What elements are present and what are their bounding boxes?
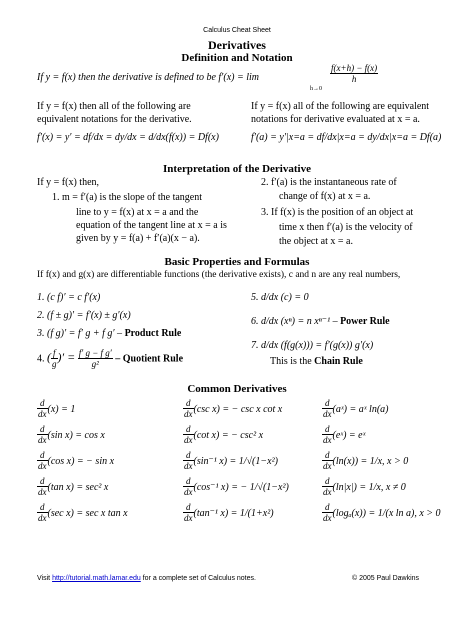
interpretation-item1-line4: given by y = f(a) + f′(a)(x − a). [76, 233, 200, 244]
document-header: Calculus Cheat Sheet [203, 27, 271, 34]
common-derivative: $\frac{d}{dx}$ (tan⁻¹ x) = 1/(1+x²) [184, 502, 274, 523]
notation-left-equation: f′(x) = y′ = df/dx = dy/dx = d/dx(f(x)) = Df(x) [37, 132, 219, 143]
interpretation-item1-line2: line to y = f(x) at x = a and the [76, 207, 199, 218]
notation-right-line1: If y = f(x) all of the following are equivalent [251, 101, 430, 112]
common-derivative: $\frac{d}{dx}$ (ln|x|) = 1/x, x ≠ 0 [323, 476, 406, 497]
property-5: 5. d/dx (c) = 0 [251, 292, 309, 303]
property-4-number: 4. [37, 353, 45, 365]
footer-link[interactable]: http://tutorial.math.lamar.edu [52, 575, 141, 582]
power-rule-label: Power Rule [340, 316, 390, 327]
interpretation-intro: If y = f(x) then, [37, 177, 100, 188]
quotient-numerator: f′ g − f g′ [78, 348, 112, 359]
interpretation-item3-line1: 3. If f(x) is the position of an object at [261, 207, 414, 218]
common-col3 [322, 398, 441, 528]
definition-numerator: f(x+h) − f(x) [331, 63, 378, 73]
property-6-formula: 6. d/dx (xⁿ) = n xⁿ⁻¹ – [251, 316, 338, 327]
notation-left-line1: If y = f(x) then all of the following are [37, 101, 191, 112]
property-6 [251, 316, 390, 327]
quotient-rule-label: – Quotient Rule [115, 353, 184, 365]
common-derivative: $\frac{d}{dx}$ (csc x) = − csc x cot x [184, 398, 283, 419]
common-derivative: $\frac{d}{dx}$ (sin x) = cos x [38, 424, 105, 445]
definition-fraction [330, 63, 378, 84]
copyright: © 2005 Paul Dawkins [352, 575, 420, 582]
common-col1 [37, 398, 128, 528]
chain-rule-prefix: This is the [270, 356, 312, 367]
property-3-formula: 3. (f g)′ = f′ g + f g′ – [37, 328, 123, 339]
interpretation-item1-line1: 1. m = f′(a) is the slope of the tangent [52, 192, 203, 203]
notation-right-equation: f′(a) = y′|x=a = df/dx|x=a = dy/dx|x=a = Df(a) [251, 132, 442, 143]
interpretation-item1-line3: equation of the tangent line at x = a is [76, 220, 227, 231]
common-derivative: $\frac{d}{dx}$ (eˣ) = eˣ [323, 424, 366, 445]
definition-denominator: h [351, 74, 357, 84]
footer-rest: for a complete set of Calculus notes. [142, 575, 256, 582]
chain-rule-label: Chain Rule [314, 356, 363, 367]
common-derivative: $\frac{d}{dx}$ (cos x) = − sin x [38, 450, 115, 471]
section-title-definition: Definition and Notation [181, 52, 293, 64]
notation-left-line2: equivalent notations for the derivative. [37, 114, 192, 125]
common-derivative: $\frac{d}{dx}$ (sin⁻¹ x) = 1/√(1−x²) [184, 450, 278, 471]
common-derivative: $\frac{d}{dx}$ (sec x) = sec x tan x [38, 502, 128, 523]
notation-right-line2: notations for derivative evaluated at x = a. [251, 114, 420, 125]
basic-intro: If f(x) and g(x) are differentiable functions (the derivative exists), c and n are any real numbers, [37, 270, 401, 280]
section-title-basic: Basic Properties and Formulas [164, 256, 310, 268]
interpretation-item3-line3: the object at x = a. [279, 236, 353, 247]
chain-rule-note [270, 356, 363, 367]
footer-visit: Visit [37, 575, 51, 582]
common-derivative: $\frac{d}{dx}$ (aˣ) = aˣ ln(a) [323, 398, 389, 419]
interpretation-item2-line2: change of f(x) at x = a. [279, 191, 371, 202]
property-4: 4. ( $\frac{f}{g}$ )′ = $\frac{\text{f′ g − f g′}}{\text{g²}}$ – Quotient Rule [37, 348, 184, 370]
property-7: 7. d/dx (f(g(x))) = f′(g(x)) g′(x) [251, 340, 374, 351]
product-rule-label: Product Rule [124, 328, 182, 339]
property-1: 1. (c f)′ = c f′(x) [37, 292, 101, 303]
common-derivative: $\frac{d}{dx}$ (cot x) = − csc² x [184, 424, 264, 445]
page-title: Derivatives [208, 38, 266, 52]
common-derivative: $\frac{d}{dx}$ (x) = 1 [38, 398, 76, 419]
common-derivative: $\frac{d}{dx}$ (ln(x)) = 1/x, x > 0 [323, 450, 409, 471]
section-title-common: Common Derivatives [187, 383, 287, 395]
interpretation-item2-line1: 2. f′(a) is the instantaneous rate of [261, 177, 397, 188]
property-3 [37, 328, 181, 339]
section-title-interpretation: Interpretation of the Derivative [163, 163, 311, 175]
limit-subscript: h→0 [310, 86, 322, 92]
common-derivative: $\frac{d}{dx}$ (logₐ(x)) = 1/(x ln a), x > 0 [323, 502, 441, 523]
property-2: 2. (f ± g)′ = f′(x) ± g′(x) [37, 310, 131, 321]
quotient-denominator: g² [91, 359, 99, 370]
common-col2 [183, 398, 289, 528]
interpretation-item3-line2: time x then f′(a) is the velocity of [279, 222, 413, 233]
common-derivative: $\frac{d}{dx}$ (cos⁻¹ x) = − 1/√(1−x²) [184, 476, 289, 497]
definition-text: If y = f(x) then the derivative is defined to be f′(x) = lim [37, 72, 259, 83]
footer-note [37, 575, 256, 582]
common-derivative: $\frac{d}{dx}$ (tan x) = sec² x [38, 476, 109, 497]
